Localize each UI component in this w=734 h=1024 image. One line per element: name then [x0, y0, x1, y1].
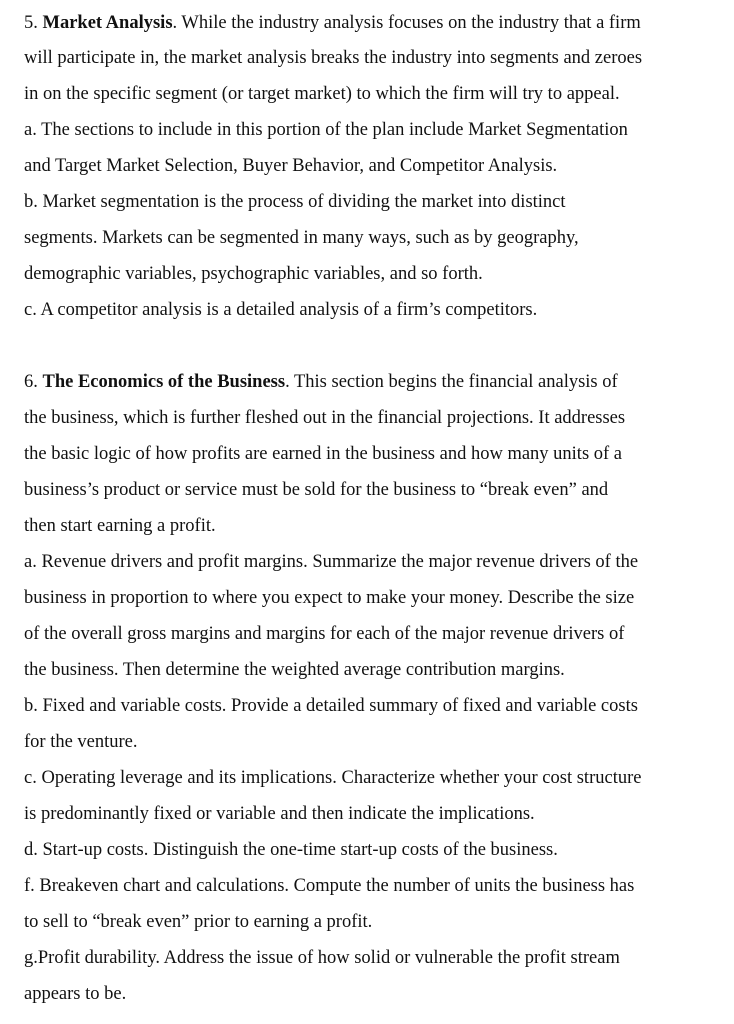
section-6-line: the business. Then determine the weighted average contribution margins. [24, 660, 565, 680]
section-6-line: c. Operating leverage and its implications. Characterize whether your cost structure [24, 768, 642, 788]
section-5-line: and Target Market Selection, Buyer Behavior, and Competitor Analysis. [24, 156, 558, 176]
section-6-line: f. Breakeven chart and calculations. Compute the number of units the business has [24, 876, 635, 896]
section-6-line: d. Start-up costs. Distinguish the one-time start-up costs of the business. [24, 840, 558, 860]
section-5-number: 5. [24, 13, 43, 33]
section-5-heading-line [24, 14, 641, 33]
section-6-heading-line [24, 373, 618, 392]
section-6-line: appears to be. [24, 984, 127, 1004]
section-6-line: a. Revenue drivers and profit margins. Summarize the major revenue drivers of the [24, 552, 639, 572]
section-6-line: to sell to “break even” prior to earning a profit. [24, 912, 373, 932]
section-5-line: demographic variables, psychographic variables, and so forth. [24, 264, 483, 284]
section-6-line: business in proportion to where you expect to make your money. Describe the size [24, 588, 635, 608]
section-5-line: . While the industry analysis focuses on the industry that a firm [172, 13, 641, 33]
section-5-title: Market Analysis [42, 13, 173, 33]
section-6-title: The Economics of the Business [42, 372, 286, 392]
section-6-line: of the overall gross margins and margins for each of the major revenue drivers of [24, 624, 625, 644]
section-5-line: c. A competitor analysis is a detailed analysis of a firm’s competitors. [24, 300, 538, 320]
section-6-line: the basic logic of how profits are earned in the business and how many units of a [24, 444, 623, 464]
section-5-line: segments. Markets can be segmented in many ways, such as by geography, [24, 228, 579, 248]
section-6-line: . This section begins the financial analysis of [285, 372, 618, 392]
section-5-line: in on the specific segment (or target market) to which the firm will try to appeal. [24, 84, 620, 104]
section-6-line: b. Fixed and variable costs. Provide a detailed summary of fixed and variable costs [24, 696, 638, 716]
section-6-line: then start earning a profit. [24, 516, 216, 536]
section-6-line: the business, which is further fleshed out in the financial projections. It addresses [24, 408, 626, 428]
section-5-line: will participate in, the market analysis breaks the industry into segments and zeroes [24, 48, 643, 68]
section-6-line: business’s product or service must be sold for the business to “break even” and [24, 480, 609, 500]
section-6-number: 6. [24, 372, 43, 392]
section-5-line: b. Market segmentation is the process of dividing the market into distinct [24, 192, 566, 212]
section-6-line: is predominantly fixed or variable and then indicate the implications. [24, 804, 535, 824]
section-6-line: g.Profit durability. Address the issue of how solid or vulnerable the profit stream [24, 948, 620, 968]
section-6-line: for the venture. [24, 732, 138, 752]
section-5-line: a. The sections to include in this portion of the plan include Market Segmentation [24, 120, 628, 140]
